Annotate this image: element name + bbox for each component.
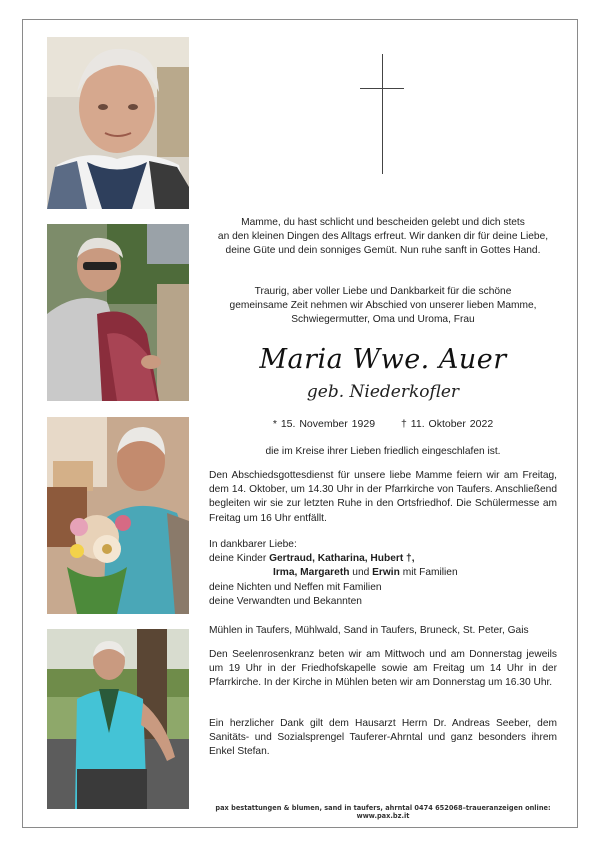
mourners-kids-line: [209, 552, 557, 566]
verse-line: Mamme, du hast schlicht und bescheiden gelebt und dich stets: [241, 217, 525, 228]
maiden-name: geb. Niederkofler: [306, 382, 460, 402]
verse: [209, 216, 557, 259]
portrait-photo-4: [47, 629, 189, 809]
portrait-photo-1: [47, 37, 189, 209]
kids-names-2b: Erwin: [372, 567, 400, 579]
intro-text: [209, 285, 557, 328]
verse-line: deine Güte und dein sonniges Gemüt. Nun ruhe sanft in Gottes Hand.: [225, 245, 541, 257]
deceased-name: Maria Wwe. Auer: [259, 344, 507, 375]
funeral-text: Den Abschiedsgottesdienst für unsere liebe Mamme feiern wir am Freitag, dem 14. Oktober, um 14.30 Uhr in der Pfarrkirche von Taufers. Anschließend begleiten wir sie zur letzten Ruhe in den Ortsfriedhof. Die Schülermesse am Freitag um 16 Uhr entfällt.: [209, 470, 557, 524]
mourners-block: [209, 538, 557, 609]
thanks-text: Ein herzlicher Dank gilt dem Hausarzt Herrn Dr. Andreas Seeber, dem Sanitäts- und Sozialsprengel Tauferer-Ahrntal und ganz besonders ihrem Enkel Stefan.: [209, 718, 557, 758]
intro-line: Traurig, aber voller Liebe und Dankbarkeit für die schöne: [254, 286, 512, 297]
mourners-line: deine Verwandten und Bekannten: [209, 595, 362, 607]
cross-icon: [358, 54, 408, 176]
mourners-heading: In dankbarer Liebe:: [209, 539, 297, 550]
verse-line: an den kleinen Dingen des Alltags erfreut. Wir danken dir für deine Liebe,: [217, 231, 549, 243]
portrait-photo-3: [47, 417, 189, 614]
portrait-photo-2: [47, 224, 189, 401]
kids-and: und: [352, 567, 370, 579]
life-dates: [209, 418, 557, 430]
mourners-kids-line-2: [209, 566, 557, 580]
rosary-text: Den Seelenrosenkranz beten wir am Mittwoch und am Donnerstag jeweils um 19 Uhr in der Friedhofskapelle sowie am Freitag um 14 Uhr in der Pfarrkirche. In der Kirche in Mühlen beten wir am Donnerstag um 16.30 Uhr.: [209, 649, 557, 689]
kids-names-1: Gertraud, Katharina, Hubert †,: [269, 553, 415, 565]
birth-date: * 15. November 1929: [272, 418, 376, 430]
mourners-line: deine Nichten und Neffen mit Familien: [209, 581, 382, 593]
peaceful-line: die im Kreise ihrer Lieben friedlich eingeschlafen ist.: [265, 446, 501, 457]
intro-line: Schwiegermutter, Oma und Uroma, Frau: [291, 314, 475, 326]
intro-line: gemeinsame Zeit nehmen wir Abschied von unserer lieben Mamme,: [229, 300, 537, 312]
places-line: Mühlen in Taufers, Mühlwald, Sand in Taufers, Bruneck, St. Peter, Gais: [209, 625, 529, 636]
death-date: † 11. Oktober 2022: [401, 418, 494, 430]
kids-suffix: mit Familien: [402, 567, 458, 579]
kids-prefix: deine Kinder: [209, 553, 267, 565]
kids-names-2a: Irma, Margareth: [273, 567, 350, 579]
footer-imprint: pax bestattungen & blumen, sand in taufers, ahrntal 0474 652068–traueranzeigen online: www.pax.bz.it: [215, 804, 551, 820]
obituary-card: [22, 19, 578, 828]
